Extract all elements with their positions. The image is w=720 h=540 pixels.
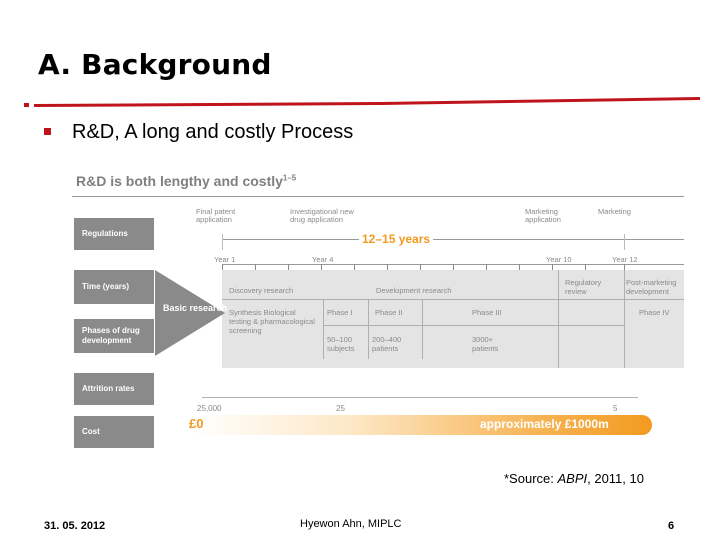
tick [288,264,289,270]
phase-separator [323,325,624,326]
tick [321,264,322,270]
year-1-label: Year 1 [214,255,236,264]
tick [453,264,454,270]
milestone-marketing-application: Marketing application [525,207,561,224]
page-number: 6 [668,520,675,532]
divider [323,299,324,359]
attrition-end: 5 [613,404,618,413]
figure-title: R&D is both lengthy and costly$^{1-5}$ [76,173,297,189]
stage-discovery: Discovery research [229,286,294,295]
divider [558,270,559,368]
cost-end: approximately £1000m [480,417,609,431]
attrition-start: 25,000 [197,404,222,413]
tick [387,264,388,270]
stage-separator [222,299,684,300]
source-note: *Source: ABPI, 2011, 10 [504,471,644,486]
footer-date: 31. 05. 2012 [44,520,106,532]
phase-2-detail: 200–400 patients [372,335,402,353]
milestone-final-patent: Final patent application [196,207,236,224]
phase-2-label: Phase II [375,308,403,317]
row-label-phases: Phases of drug development [74,319,154,353]
phase-4-label: Phase IV [639,308,670,317]
year-4-label: Year 4 [312,255,334,264]
stage-development: Development research [376,286,452,295]
divider [624,270,625,368]
milestone-marketing: Marketing [598,207,631,216]
phase-1-detail: 50–100 subjects [327,335,355,353]
tick [255,264,256,270]
tick [420,264,421,270]
attrition-mid: 25 [336,404,345,413]
basic-research-chevron [155,270,228,356]
footer-author: Hyewon Ahn, MIPLC [300,518,402,530]
phase-synthesis: Synthesis Biological testing & pharmacological screening [229,308,315,335]
stage-regulatory: Regulatory review [565,278,602,296]
year-10-label: Year 10 [546,255,572,264]
phase-1-label: Phase I [327,308,353,317]
stage-post-marketing: Post-marketing development [626,278,677,296]
milestone-ind: Investigational new drug application [290,207,354,224]
span-right-tick [624,234,625,250]
tick [552,264,553,270]
tick [519,264,520,270]
phase-3-label: Phase III [472,308,502,317]
figure-title-rule [72,196,684,197]
span-label: 12–15 years [359,232,433,246]
row-label-time: Time (years) [74,270,154,304]
divider [422,299,423,359]
row-label-regulations: Regulations [74,218,154,250]
slide-title: A. Background [38,48,272,81]
attrition-line [202,397,638,398]
title-underline [0,0,720,110]
tick [354,264,355,270]
cost-start: £0 [189,416,204,431]
tick [585,264,586,270]
span-line [222,239,684,240]
span-left-tick [222,234,223,250]
year-12-label: Year 12 [612,255,638,264]
rd-process-figure [72,172,684,452]
bullet-text: R&D, A long and costly Process [72,121,354,143]
divider [368,299,369,359]
phase-3-detail: 3000+ patients [472,335,499,353]
row-label-attrition: Attrition rates [74,373,154,405]
row-label-cost: Cost [74,416,154,448]
tick [486,264,487,270]
basic-research-label: Basic research [163,303,228,313]
bullet-marker [44,128,51,135]
